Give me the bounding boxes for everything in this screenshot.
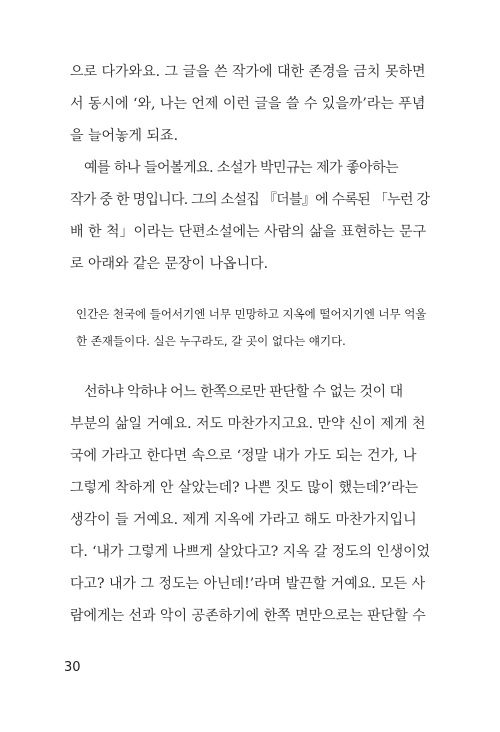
paragraph-line: 선하냐 악하냐 어느 한쪽으로만 판단할 수 없는 것이 대 [84,384,403,400]
paragraph-line: 작가 중 한 명입니다. 그의 소설집 『더블』에 수록된 「누런 강 [70,192,430,208]
paragraph-line: 배 한 척」이라는 단편소설에는 사람의 삶을 표현하는 문구 [70,224,427,240]
paragraph-line: 부분의 삶일 거예요. 저도 마찬가지고요. 만약 신이 제게 천 [70,416,426,432]
paragraph-line: 다. ‘내가 그렇게 나쁘게 살았다고? 지옥 갈 정도의 인생이었 [70,544,430,560]
paragraph-line: 으로 다가와요. 그 글을 쓴 작가에 대한 존경을 금치 못하면 [70,64,426,80]
paragraph-line: 그렇게 착하게 안 살았는데? 나쁜 짓도 많이 했는데?’라는 [70,480,419,496]
paragraph-line: 생각이 들 거예요. 제게 지옥에 가라고 해도 마찬가지입니 [70,512,417,528]
paragraph-line: 을 늘어놓게 되죠. [70,128,179,144]
page-number: 30 [64,660,81,675]
block-quote-line: 한 존재들이다. 실은 누구라도, 갈 곳이 없다는 얘기다. [76,334,346,348]
paragraph-line: 다고? 내가 그 정도는 아닌데!’라며 발끈할 거예요. 모든 사 [70,576,426,592]
paragraph-line: 람에게는 선과 악이 공존하기에 한쪽 면만으로는 판단할 수 [70,608,426,624]
paragraph-line: 예를 하나 들어볼게요. 소설가 박민규는 제가 좋아하는 [84,160,399,176]
block-quote-line: 인간은 천국에 들어서기엔 너무 민망하고 지옥에 떨어지기엔 너무 억울 [76,307,427,321]
paragraph-line: 로 아래와 같은 문장이 나옵니다. [70,256,269,272]
paragraph-line: 국에 가라고 한다면 속으로 ‘정말 내가 가도 되는 건가, 나 [70,448,417,464]
paragraph-line: 서 동시에 ‘와, 나는 언제 이런 글을 쓸 수 있을까’라는 푸념 [70,96,426,112]
